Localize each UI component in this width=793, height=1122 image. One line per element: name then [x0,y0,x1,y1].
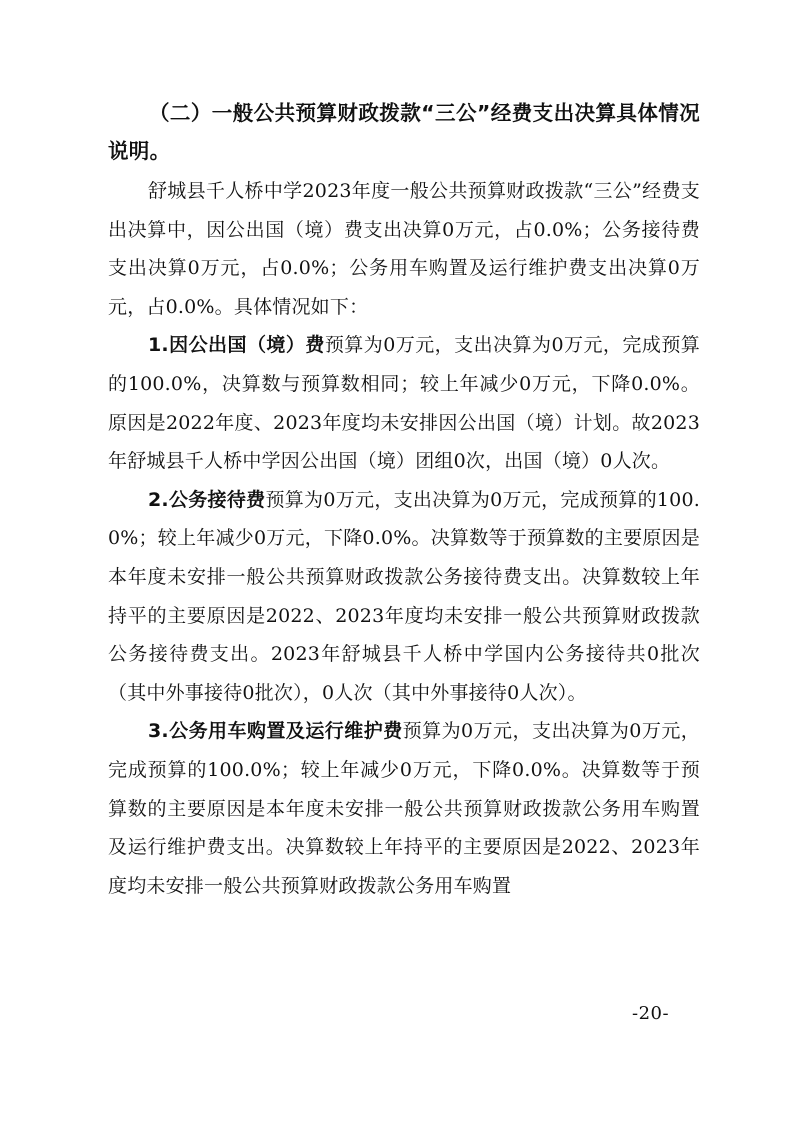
paragraph-body-vehicles: 预算为0万元，支出决算为0万元，完成预算的100.0%；较上年减少0万元，下降0.0%。决算数等于预算数的主要原因是本年度未安排一般公共预算财政拨款公务用车购置及运行维护费支出。决算数较上年持平的主要原因是2022、2023年度均未安排一般公共预算财政拨款公务用车购置 [108,720,700,897]
page-content [108,94,700,905]
paragraph-vehicles [108,712,700,905]
paragraph-lead-reception: 2.公务接待费 [148,488,266,511]
page-number: -20- [632,1003,670,1024]
section-heading: （二）一般公共预算财政拨款“三公”经费支出决算具体情况说明。 [108,101,700,163]
paragraph-body-outbound-travel: 预算为0万元，支出决算为0万元，完成预算的100.0%，决算数与预算数相同；较上年减少0万元，下降0.0%。原因是2022年度、2023年度均未安排因公出国（境）计划。故2023年舒城县千人桥中学因公出国（境）团组0次，出国（境）0人次。 [108,334,700,473]
paragraph-outbound-travel [108,326,700,480]
paragraph-lead-outbound-travel: 1.因公出国（境）费 [148,334,325,357]
paragraph-reception [108,481,700,713]
paragraph-body-reception: 预算为0万元，支出决算为0万元，完成预算的100.0%；较上年减少0万元，下降0.0%。决算数等于预算数的主要原因是本年度未安排一般公共预算财政拨款公务接待费支出。决算数较上年持平的主要原因是2022、2023年度均未安排一般公共预算财政拨款公务接待费支出。2023年舒城县千人桥中学国内公务接待共0批次（其中外事接待0批次），0人次（其中外事接待0人次）。 [108,488,700,704]
intro-paragraph: 舒城县千人桥中学2023年度一般公共预算财政拨款“三公”经费支出决算中，因公出国（境）费支出决算0万元，占0.0%；公务接待费支出决算0万元，占0.0%；公务用车购置及运行维护费支出决算0万元，占0.0%。具体情况如下： [108,180,700,318]
paragraph-lead-vehicles: 3.公务用车购置及运行维护费 [148,720,403,743]
